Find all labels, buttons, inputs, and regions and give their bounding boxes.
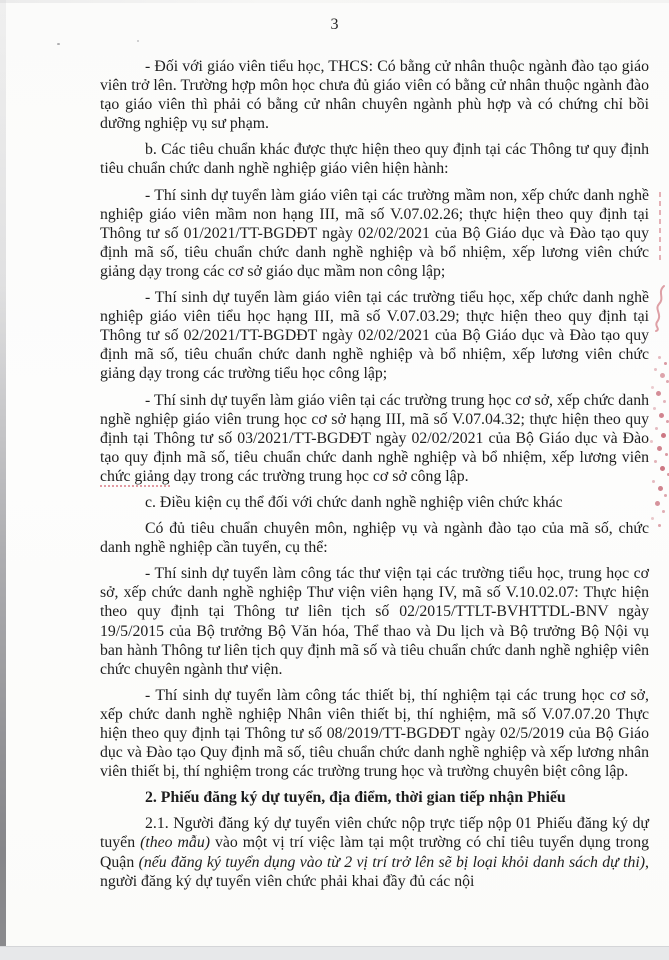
scan-dust-speck bbox=[137, 40, 139, 42]
red-ink-artifact-squiggle bbox=[650, 284, 668, 337]
para-giao-vien-mam-non: - Thí sinh dự tuyển làm giáo viên tại các trường mầm non, xếp chức danh nghề nghiệp giáo viên mầm non hạng III, mã số V.07.02.26; thực hiện theo quy định tại Thông tư số 01/2021/TT-BGDĐT ngày 02/02/2021 của Bộ Giáo dục và Đào tạo quy định mã số, tiêu chuẩn chức danh nghề nghiệp và bổ nhiệm, xếp lương viên chức giảng dạy trong các cơ sở giáo dục mầm non công lập; bbox=[100, 186, 649, 280]
para-nguoi-dang-ky bbox=[100, 814, 649, 890]
document-body bbox=[100, 57, 649, 898]
para-text: - Thí sinh dự tuyển làm giáo viên tại các trường trung học cơ sở, xếp chức danh nghề nghiệp giáo viên trung học cơ sở hạng III, mã số V.07.04.32; thực hiện theo quy định tại Thông tư số 03/2021/TT-BGDĐT ngày 02/02/2021 của Bộ Giáo dục và Đào tạo quy định mã số, tiêu chuẩn chức danh nghề nghiệp và bổ nhiệm, xếp lương viên bbox=[100, 391, 649, 466]
para-tieu-chuan-khac: b. Các tiêu chuẩn khác được thực hiện theo quy định tại các Thông tư quy định tiêu chuẩn chức danh nghề nghiệp giáo viên hiện hành: bbox=[100, 141, 649, 178]
red-underlined-text: chức giảng bbox=[100, 467, 170, 485]
para-text: vào một vị trí việc làm tại một trường có chỉ tiêu tuyển dụng trong Quận bbox=[100, 834, 649, 871]
page-number: 3 bbox=[330, 16, 339, 33]
para-giao-vien-tieu-hoc-thcs: - Đối với giáo viên tiểu học, THCS: Có bằng cử nhân thuộc ngành đào tạo giáo viên trở lên. Trường hợp môn học chưa đủ giáo viên có bằng cử nhân thuộc ngành đào tạo giáo viên thì phải có bằng cử nhân chuyên ngành phù hợp và có chứng chỉ bồi dưỡng nghiệp vụ sư phạm. bbox=[100, 58, 649, 133]
para-text: , người đăng ký dự tuyển viên chức phải khai đầy đủ các nội bbox=[100, 853, 649, 890]
italic-note-loai-khoi-danh-sach: (nếu đăng ký tuyển dụng vào từ 2 vị trí trở lên sẽ bị loại khỏi danh sách dự thi) bbox=[138, 853, 646, 871]
red-ink-artifact-dash bbox=[659, 192, 661, 264]
para-tieu-chuan-chuyen-mon: Có đủ tiêu chuẩn chuyên môn, nghiệp vụ và ngành đào tạo của mã số, chức danh nghề nghiệp cần tuyển, cụ thể: bbox=[100, 520, 649, 557]
para-text: dạy trong các trường trung học cơ sở công lập. bbox=[169, 467, 469, 485]
para-thu-vien: - Thí sinh dự tuyển làm công tác thư viện tại các trường tiểu học, trung học cơ sở, xếp chức danh nghề nghiệp Thư viện viên hạng IV, mã số V.10.02.07: Thực hiện theo quy định tại Thông tư liên tịch số 02/2015/TTLT-BVHTTDL-BNV ngày 19/5/2015 của Bộ trưởng Bộ Văn hóa, Thể thao và Du lịch và Bộ trưởng Bộ Nội vụ ban hành Thông tư liên tịch quy định mã số và tiêu chuẩn chức danh nghề nghiệp viên chức chuyên ngành thư viện. bbox=[100, 565, 649, 678]
red-ink-artifact-speckles bbox=[642, 352, 645, 355]
para-text: 2.1. Người đăng ký dự tuyển viên chức nộp trực tiếp nộp 01 Phiếu đăng ký dự tuyển bbox=[100, 815, 649, 852]
scan-edge-bottom bbox=[0, 946, 669, 960]
para-giao-vien-tieu-hoc: - Thí sinh dự tuyển làm giáo viên tại các trường tiểu học, xếp chức danh nghề nghiệp giáo viên tiểu học hạng III, mã số V.07.03.29; thực hiện theo quy định tại Thông tư số 02/2021/TT-BGDĐT ngày 02/02/2021 của Bộ Giáo dục và Đào tạo quy định mã số, tiêu chuẩn chức danh nghề nghiệp và bổ nhiệm, xếp lương viên chức giảng dạy trong các trường tiểu học công lập; bbox=[100, 289, 649, 383]
italic-note-theo-mau: (theo mẫu) bbox=[140, 834, 210, 852]
scan-edge-left bbox=[0, 0, 6, 947]
scan-edge-top bbox=[0, 0, 669, 3]
scan-dust-speck bbox=[57, 43, 60, 45]
heading-dieu-kien-cu-the: c. Điều kiện cụ thể đối với chức danh nghề nghiệp viên chức khác bbox=[145, 493, 563, 511]
para-thiet-bi-thi-nghiem: - Thí sinh dự tuyển làm công tác thiết bị, thí nghiệm tại các trung học cơ sở, xếp chức danh nghề nghiệp Nhân viên thiết bị, thí nghiệm, mã số V.07.07.20 Thực hiện theo quy định tại Thông tư số 08/2019/TT-BGDĐT ngày 02/5/2019 của Bộ Giáo dục và Đào tạo Quy định mã số, tiêu chuẩn chức danh nghề nghiệp và xếp lương nhân viên thiết bị, thí nghiệm trong các trường trung học và trường chuyên biệt công lập. bbox=[100, 686, 649, 781]
heading-phieu-dang-ky: 2. Phiếu đăng ký dự tuyển, địa điểm, thời gian tiếp nhận Phiếu bbox=[145, 789, 566, 807]
para-giao-vien-trung-hoc-co-so bbox=[100, 391, 649, 486]
